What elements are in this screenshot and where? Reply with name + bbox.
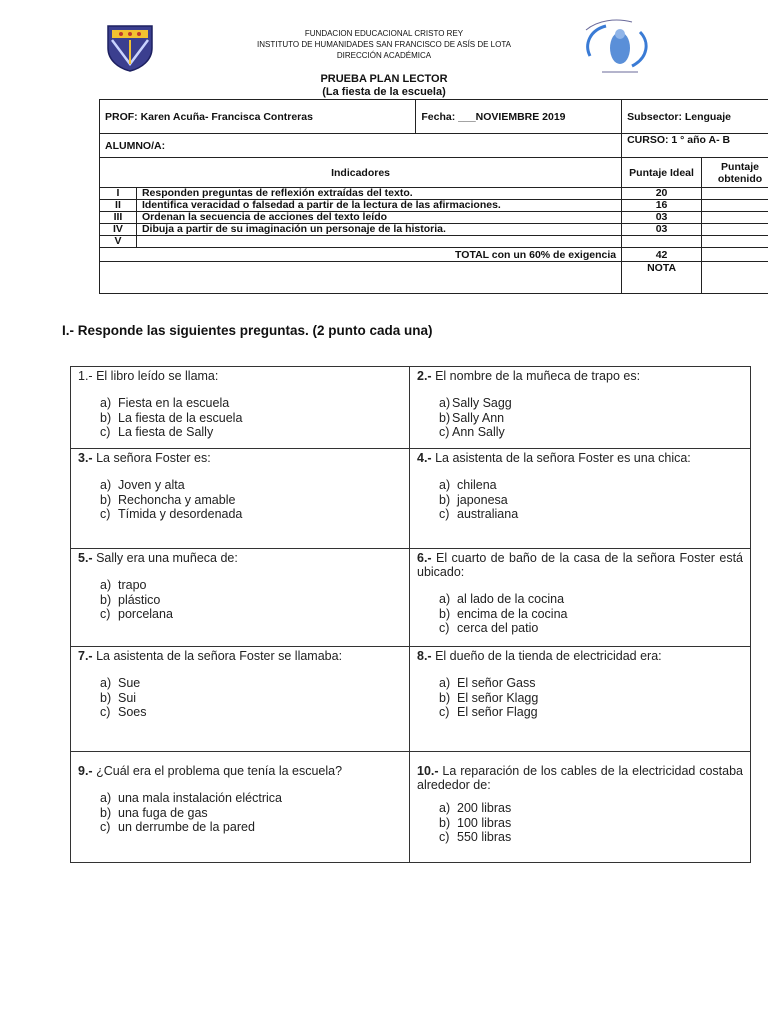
option-text: Rechoncha y amable bbox=[118, 492, 236, 507]
indicator-text: Identifica veracidad o falsedad a partir de la lectura de las afirmaciones. bbox=[136, 200, 621, 212]
option-letter: a) bbox=[100, 676, 112, 690]
indicator-ideal: 03 bbox=[622, 224, 702, 236]
indicator-text bbox=[136, 236, 621, 248]
option-letter: c) bbox=[100, 507, 111, 521]
obtained-score-header: Puntaje obtenido bbox=[702, 158, 768, 188]
question-number: 7.- bbox=[78, 649, 93, 663]
question-cell bbox=[71, 449, 410, 549]
option-letter: b) bbox=[439, 410, 451, 425]
question-number: 4.- bbox=[417, 451, 432, 465]
section-title: I.- Responde las siguientes preguntas. (2 punto cada una) bbox=[62, 323, 433, 338]
option-letter: b) bbox=[439, 606, 451, 621]
question-text: El dueño de la tienda de electricidad era: bbox=[435, 649, 662, 663]
option-letter: c) bbox=[100, 705, 111, 719]
grade-value bbox=[702, 262, 768, 294]
indicator-obtained bbox=[702, 224, 768, 236]
answer-option[interactable] bbox=[78, 425, 402, 440]
option-text: chilena bbox=[457, 478, 497, 492]
answer-option[interactable] bbox=[78, 396, 402, 411]
option-text: El señor Gass bbox=[457, 676, 536, 690]
question-cell bbox=[71, 549, 410, 647]
indicator-num: IV bbox=[100, 224, 137, 236]
option-letter: b) bbox=[439, 492, 451, 507]
page-subtitle: (La fiesta de la escuela) bbox=[322, 86, 446, 98]
option-text: encima de la cocina bbox=[457, 606, 568, 621]
question-number: 10.- bbox=[417, 764, 439, 778]
option-letter: a) bbox=[439, 478, 451, 492]
indicator-ideal: 20 bbox=[622, 188, 702, 200]
answer-option[interactable] bbox=[417, 592, 743, 607]
question-text: La asistenta de la señora Foster es una chica: bbox=[435, 451, 691, 465]
answer-option[interactable] bbox=[78, 507, 402, 522]
answer-option[interactable] bbox=[78, 607, 402, 622]
option-text: Joven y alta bbox=[118, 478, 185, 492]
option-letter: c) bbox=[100, 820, 111, 834]
indicator-ideal: 03 bbox=[622, 212, 702, 224]
question-number: 5.- bbox=[78, 551, 93, 565]
answer-option[interactable] bbox=[78, 691, 402, 706]
question-text: El nombre de la muñeca de trapo es: bbox=[435, 369, 641, 383]
question-cell bbox=[71, 752, 410, 863]
indicator-obtained bbox=[702, 200, 768, 212]
question-cell bbox=[71, 367, 410, 449]
question-text: La señora Foster es: bbox=[96, 451, 211, 465]
answer-option[interactable] bbox=[417, 705, 743, 720]
indicator-ideal bbox=[622, 236, 702, 248]
question-number: 1.- bbox=[78, 369, 93, 383]
ideal-score-header: Puntaje Ideal bbox=[622, 158, 702, 188]
indicator-text: Responden preguntas de reflexión extraídas del texto. bbox=[136, 188, 621, 200]
answer-option[interactable] bbox=[78, 478, 402, 493]
answer-option[interactable] bbox=[78, 593, 402, 608]
option-letter: b) bbox=[100, 805, 112, 820]
question-cell bbox=[410, 549, 751, 647]
header-direction: DIRECCIÓN ACADÉMICA bbox=[336, 51, 432, 60]
option-letter: c) bbox=[439, 830, 450, 844]
option-letter: c) bbox=[439, 705, 450, 719]
question-number: 3.- bbox=[78, 451, 93, 465]
option-letter: b) bbox=[100, 410, 112, 425]
answer-option[interactable] bbox=[417, 801, 743, 816]
teacher-cell: PROF: Karen Acuña- Francisca Contreras bbox=[100, 100, 416, 134]
indicator-num: V bbox=[100, 236, 137, 248]
answer-option[interactable] bbox=[417, 507, 743, 522]
grade-label: NOTA bbox=[622, 262, 702, 294]
answer-option[interactable] bbox=[78, 820, 402, 835]
answer-option[interactable] bbox=[417, 830, 743, 845]
option-text: porcelana bbox=[118, 607, 173, 621]
question-number: 8.- bbox=[417, 649, 432, 663]
indicator-text: Ordenan la secuencia de acciones del texto leído bbox=[136, 212, 621, 224]
option-text: Sue bbox=[118, 676, 141, 690]
option-text: El señor Flagg bbox=[457, 705, 538, 719]
option-text: una fuga de gas bbox=[118, 805, 208, 820]
option-text: Soes bbox=[118, 705, 147, 719]
question-number: 2.- bbox=[417, 369, 432, 383]
option-text: cerca del patio bbox=[457, 621, 539, 635]
option-letter: b) bbox=[100, 690, 112, 705]
option-text: un derrumbe de la pared bbox=[118, 820, 255, 834]
option-letter: a) bbox=[100, 791, 112, 805]
option-letter: b) bbox=[100, 492, 112, 507]
option-letter: c) bbox=[439, 507, 450, 521]
answer-option[interactable] bbox=[417, 425, 743, 440]
indicator-ideal: 16 bbox=[622, 200, 702, 212]
option-text: Tímida y desordenada bbox=[118, 507, 243, 521]
indicator-num: II bbox=[100, 200, 137, 212]
answer-option[interactable] bbox=[417, 396, 743, 411]
answer-option[interactable] bbox=[417, 478, 743, 493]
indicator-obtained bbox=[702, 236, 768, 248]
total-value: 42 bbox=[622, 248, 702, 262]
question-text: El cuarto de baño de la casa de la señora Foster está ubicado: bbox=[417, 551, 743, 579]
option-letter: b) bbox=[439, 690, 451, 705]
answer-option[interactable] bbox=[417, 676, 743, 691]
question-cell bbox=[410, 367, 751, 449]
answer-option[interactable] bbox=[78, 806, 402, 821]
question-text: ¿Cuál era el problema que tenía la escuela? bbox=[96, 764, 343, 778]
option-text: japonesa bbox=[457, 492, 508, 507]
subsector-cell: Subsector: Lenguaje bbox=[622, 100, 768, 134]
indicator-num: III bbox=[100, 212, 137, 224]
option-letter: c) bbox=[439, 621, 450, 635]
header-foundation: FUNDACION EDUCACIONAL CRISTO REY bbox=[304, 29, 464, 38]
option-text: al lado de la cocina bbox=[457, 592, 565, 606]
indicators-header: Indicadores bbox=[100, 158, 622, 188]
answer-option[interactable] bbox=[417, 816, 743, 831]
option-text: Sui bbox=[118, 690, 137, 705]
option-text: La fiesta de Sally bbox=[118, 425, 214, 439]
option-letter: b) bbox=[439, 815, 451, 830]
option-letter: a) bbox=[100, 396, 112, 410]
option-letter: c) bbox=[100, 607, 111, 621]
question-cell bbox=[410, 647, 751, 752]
indicator-num: I bbox=[100, 188, 137, 200]
question-text: Sally era una muñeca de: bbox=[96, 551, 238, 565]
option-letter: a) bbox=[439, 592, 451, 606]
option-letter: b) bbox=[100, 592, 112, 607]
answer-option[interactable] bbox=[78, 676, 402, 691]
header-institute: INSTITUTO DE HUMANIDADES SAN FRANCISCO DE ASÍS DE LOTA bbox=[257, 40, 511, 49]
option-text: La fiesta de la escuela bbox=[118, 410, 243, 425]
total-label: TOTAL con un 60% de exigencia bbox=[100, 248, 622, 262]
option-text: australiana bbox=[457, 507, 519, 521]
answer-option[interactable] bbox=[78, 493, 402, 508]
question-cell bbox=[410, 752, 751, 863]
blank-cell bbox=[100, 262, 622, 294]
question-text: El libro leído se llama: bbox=[96, 369, 219, 383]
option-letter: a) bbox=[439, 676, 451, 690]
option-letter: a) bbox=[100, 478, 112, 492]
question-cell bbox=[410, 449, 751, 549]
option-text: Sally Ann bbox=[452, 410, 505, 425]
option-text: trapo bbox=[118, 578, 147, 592]
answer-option[interactable] bbox=[417, 493, 743, 508]
question-text: La asistenta de la señora Foster se llamaba: bbox=[96, 649, 343, 663]
option-letter: c) bbox=[100, 425, 111, 439]
option-text: 100 libras bbox=[457, 815, 512, 830]
answer-option[interactable] bbox=[78, 705, 402, 720]
total-obtained bbox=[702, 248, 768, 262]
option-letter: a) bbox=[439, 801, 451, 815]
answer-option[interactable] bbox=[417, 691, 743, 706]
indicator-obtained bbox=[702, 212, 768, 224]
answer-option[interactable] bbox=[417, 621, 743, 636]
question-number: 9.- bbox=[78, 764, 93, 778]
option-letter: c) bbox=[439, 425, 450, 439]
option-text: 550 libras bbox=[457, 830, 512, 844]
student-cell: ALUMNO/A: bbox=[100, 134, 622, 158]
answer-option[interactable] bbox=[78, 578, 402, 593]
course-cell: CURSO: 1 ° año A- B bbox=[622, 134, 768, 158]
option-text: plástico bbox=[118, 592, 161, 607]
answer-option[interactable] bbox=[78, 411, 402, 426]
option-text: Sally Sagg bbox=[452, 396, 512, 410]
indicator-text: Dibuja a partir de su imaginación un personaje de la historia. bbox=[136, 224, 621, 236]
option-letter: a) bbox=[439, 396, 451, 410]
indicator-obtained bbox=[702, 188, 768, 200]
question-cell bbox=[71, 647, 410, 752]
option-text: 200 libras bbox=[457, 801, 512, 815]
answer-option[interactable] bbox=[417, 411, 743, 426]
date-cell: Fecha: ___NOVIEMBRE 2019 bbox=[416, 100, 622, 134]
option-letter: a) bbox=[100, 578, 112, 592]
answer-option[interactable] bbox=[78, 791, 402, 806]
option-text: Fiesta en la escuela bbox=[118, 396, 230, 410]
info-table bbox=[99, 99, 768, 294]
questions-table bbox=[70, 366, 751, 863]
question-text: La reparación de los cables de la electricidad costaba alrededor de: bbox=[417, 764, 743, 792]
answer-option[interactable] bbox=[417, 607, 743, 622]
option-text: una mala instalación eléctrica bbox=[118, 791, 282, 805]
option-text: Ann Sally bbox=[452, 425, 505, 439]
option-text: El señor Klagg bbox=[457, 690, 539, 705]
question-number: 6.- bbox=[417, 551, 432, 565]
page-title: PRUEBA PLAN LECTOR bbox=[320, 73, 448, 85]
